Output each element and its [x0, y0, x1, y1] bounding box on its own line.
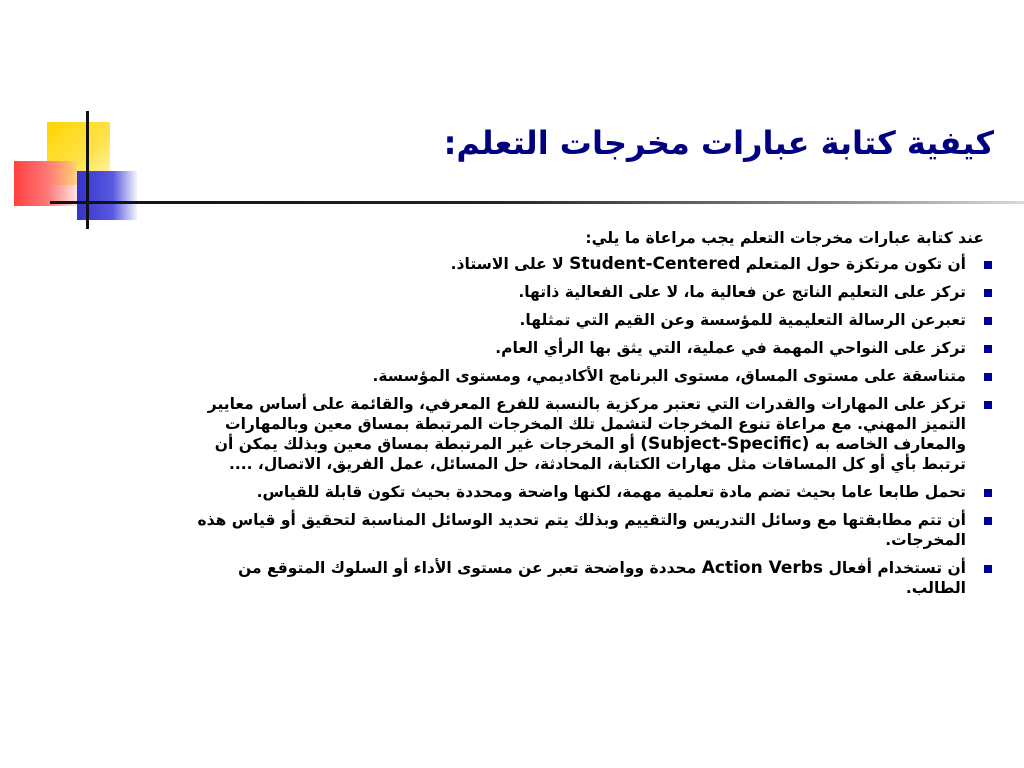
square-bullet-icon: [984, 345, 992, 353]
bullet-text: أن تستخدام أفعال: [823, 559, 966, 577]
square-bullet-icon: [984, 373, 992, 381]
slide-title: كيفية كتابة عبارات مخرجات التعلم:: [443, 124, 994, 162]
bullet-text: متناسقة على مستوى المساق، مستوى البرنامج الأكاديمي، ومستوى المؤسسة.: [372, 367, 966, 385]
decor-red-square: [14, 161, 77, 206]
bullet-item: [176, 254, 966, 274]
bullet-list: [176, 254, 966, 598]
decor-vertical-line: [86, 111, 89, 229]
decor-horizontal-rule: [50, 201, 1024, 204]
bullet-item: [176, 510, 966, 550]
bullet-english-term: Action Verbs: [701, 558, 824, 578]
bullet-text: تركز على التعليم الناتج عن فعالية ما، لا على الفعالية ذاتها.: [518, 283, 966, 301]
square-bullet-icon: [984, 401, 992, 409]
square-bullet-icon: [984, 261, 992, 269]
bullet-text: تركز على المهارات والقدرات التي تعتبر مركزية بالنسبة للفرع المعرفي، والقائمة على أساس معايير التميز المهني. مع مراعاة تنوع المخرجات لتشمل تلك المخرجات المرتبطة بمساق معين وبالمهارات والمعارف الخاصه به: [207, 395, 966, 453]
bullet-item: [176, 558, 966, 598]
square-bullet-icon: [984, 517, 992, 525]
intro-text: عند كتابة عبارات مخرجات التعلم يجب مراعاة ما يلي:: [585, 229, 984, 247]
bullet-text: تحمل طابعا عاما بحيث تضم مادة تعلمية مهمة، لكنها واضحة ومحددة بحيث تكون قابلة للقياس.: [256, 483, 966, 501]
square-bullet-icon: [984, 489, 992, 497]
bullet-item: [176, 366, 966, 386]
bullet-text-tail: محددة وواضحة تعبر عن مستوى الأداء أو السلوك المتوقع من الطالب.: [238, 559, 966, 597]
bullet-english-term: Student-Centered: [569, 254, 741, 274]
bullet-item: [176, 394, 966, 474]
square-bullet-icon: [984, 289, 992, 297]
bullet-text: تعبرعن الرسالة التعليمية للمؤسسة وعن القيم التي تمثلها.: [519, 311, 966, 329]
slide-body: [176, 228, 984, 606]
bullet-text: تركز على النواحي المهمة في عملية، التي يثق بها الرأي العام.: [495, 339, 966, 357]
bullet-text: أن تتم مطابقتها مع وسائل التدريس والتقييم وبذلك يتم تحديد الوسائل المناسبة لتحقيق أو قياس هذه المخرجات.: [197, 511, 966, 549]
bullet-item: [176, 338, 966, 358]
bullet-text: أن تكون مرتكزة حول المتعلم: [740, 255, 966, 273]
bullet-english-term: (Subject-Specific): [640, 434, 810, 454]
bullet-text-tail: لا على الاستاذ.: [450, 255, 570, 273]
square-bullet-icon: [984, 565, 992, 573]
bullet-item: [176, 282, 966, 302]
bullet-item: [176, 310, 966, 330]
bullet-text-tail: أو المخرجات غير المرتبطة بمساق معين وبذلك يمكن أن ترتبط بأي أو كل المساقات مثل مهارات الكتابة، المحادثة، حل المسائل، عمل الفريق، الاتصال، ....: [214, 435, 966, 473]
square-bullet-icon: [984, 317, 992, 325]
bullet-item: [176, 482, 966, 502]
